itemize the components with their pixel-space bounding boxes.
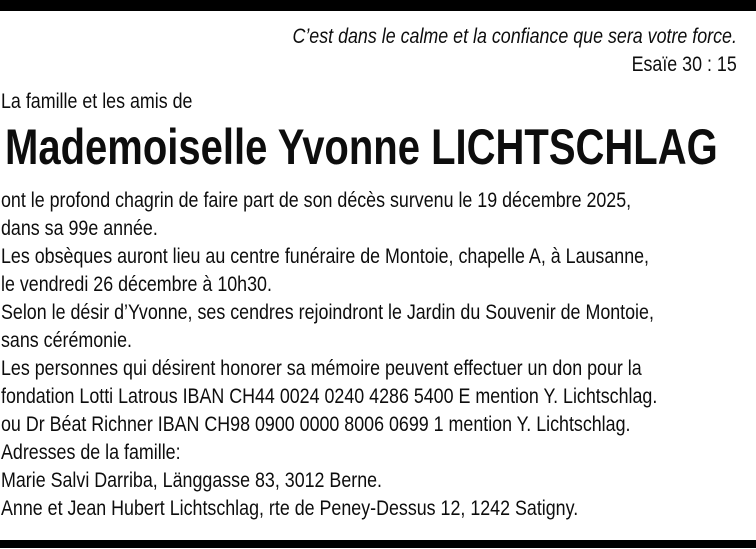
epigraph-quote: C’est dans le calme et la confiance que sera votre force. [292, 25, 737, 48]
epigraph-quote-line [0, 23, 737, 51]
body-line-text: sans cérémonie. [1, 329, 132, 352]
body-line-text: Les personnes qui désirent honorer sa mémoire peuvent effectuer un don pour la [1, 357, 642, 380]
body-line-text: ont le profond chagrin de faire part de son décès survenu le 19 décembre 2025, [1, 189, 632, 212]
body-line [1, 467, 756, 495]
body-line-text: fondation Lotti Latrous IBAN CH44 0024 0240 4286 5400 E mention Y. Lichtschlag. [1, 385, 658, 408]
body-line-text: ou Dr Béat Richner IBAN CH98 0900 0000 8006 0699 1 mention Y. Lichtschlag. [1, 413, 631, 436]
body-line [1, 215, 756, 243]
body-line-text: le vendredi 26 décembre à 10h30. [1, 273, 272, 296]
epigraph-source: Esaïe 30 : 15 [631, 53, 737, 76]
epigraph [0, 23, 756, 79]
intro-line [0, 88, 756, 116]
bottom-divider-bar [0, 540, 756, 548]
epigraph-source-line [0, 51, 737, 79]
deceased-name: Mademoiselle Yvonne LICHTSCHLAG [5, 119, 718, 175]
body-line [1, 243, 756, 271]
top-divider-bar [0, 0, 756, 11]
body-line [1, 299, 756, 327]
body-line-text: Anne et Jean Hubert Lichtschlag, rte de Peney-Dessus 12, 1242 Satigny. [1, 497, 579, 520]
body-line [1, 439, 756, 467]
body-line-text: Marie Salvi Darriba, Länggasse 83, 3012 Berne. [1, 469, 383, 492]
body-line [1, 495, 756, 523]
intro-text: La famille et les amis de [1, 90, 193, 113]
body-line [1, 271, 756, 299]
page-title [0, 120, 756, 174]
body-line [1, 411, 756, 439]
body-line [1, 187, 756, 215]
body-line-text: Selon le désir d’Yvonne, ses cendres rejoindront le Jardin du Souvenir de Montoie, [1, 301, 654, 324]
body-line [1, 327, 756, 355]
body-line-text: dans sa 99e année. [1, 217, 158, 240]
notice-body [0, 187, 756, 523]
body-line-text: Les obsèques auront lieu au centre funéraire de Montoie, chapelle A, à Lausanne, [1, 245, 650, 268]
body-line [1, 383, 756, 411]
body-line [1, 355, 756, 383]
body-line-text: Adresses de la famille: [1, 441, 181, 464]
